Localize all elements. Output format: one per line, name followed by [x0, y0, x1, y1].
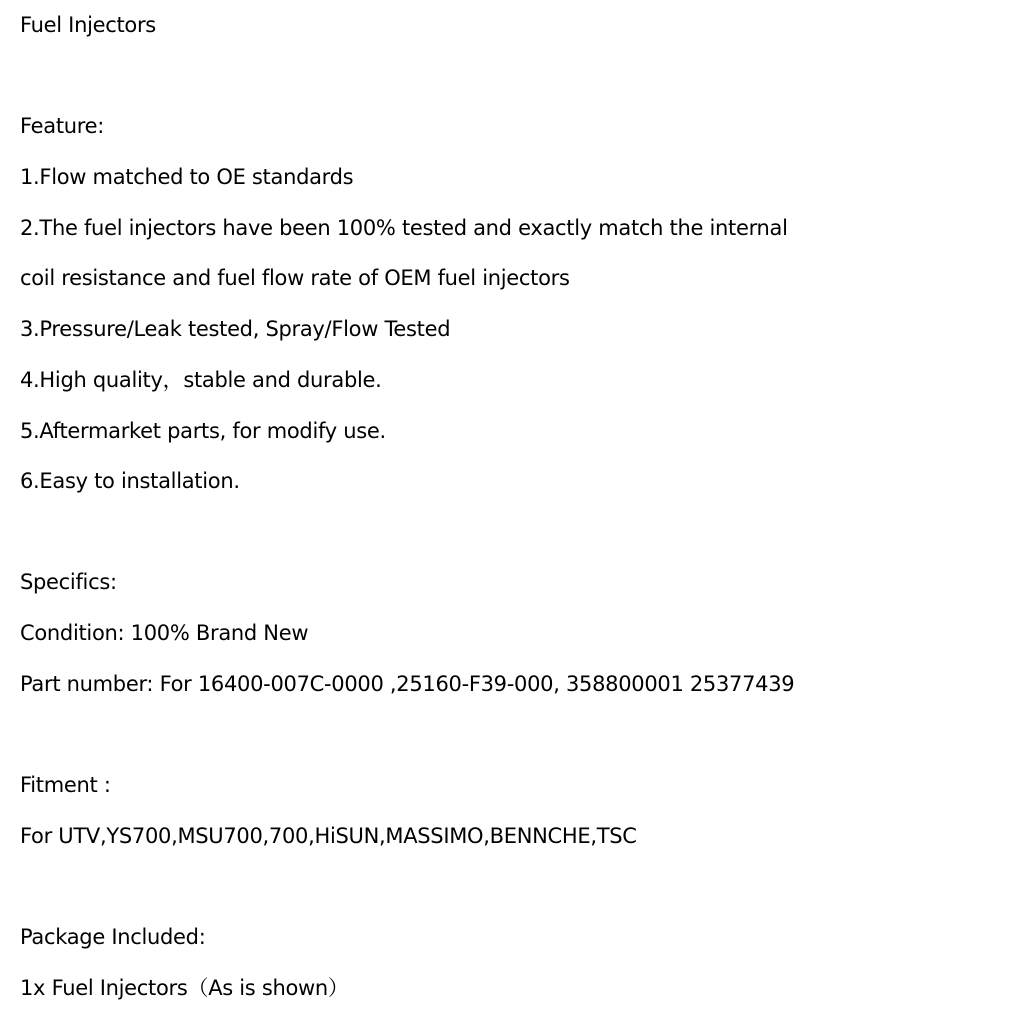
condition-text: Condition: 100% Brand New	[20, 621, 309, 645]
feature-item: 3.Pressure/Leak tested, Spray/Flow Tested	[20, 317, 451, 341]
document-title: Fuel Injectors	[20, 13, 156, 37]
package-text: 1x Fuel Injectors（As is shown）	[20, 976, 349, 1000]
feature-item: 2.The fuel injectors have been 100% tested and exactly match the internal	[20, 216, 788, 240]
package-heading: Package Included:	[20, 925, 206, 949]
feature-heading: Feature:	[20, 114, 105, 138]
feature-item: coil resistance and fuel flow rate of OEM fuel injectors	[20, 266, 570, 290]
part-number-text: Part number: For 16400-007C-0000 ,25160-F39-000, 358800001 25377439	[20, 672, 795, 696]
specifics-heading: Specifics:	[20, 570, 117, 594]
feature-item: 6.Easy to installation.	[20, 469, 240, 493]
fitment-heading: Fitment :	[20, 773, 111, 797]
feature-item: 1.Flow matched to OE standards	[20, 165, 354, 189]
feature-item: 4.High quality，stable and durable.	[20, 368, 382, 392]
feature-item: 5.Aftermarket parts, for modify use.	[20, 419, 386, 443]
fitment-text: For UTV,YS700,MSU700,700,HiSUN,MASSIMO,BENNCHE,TSC	[20, 824, 637, 848]
